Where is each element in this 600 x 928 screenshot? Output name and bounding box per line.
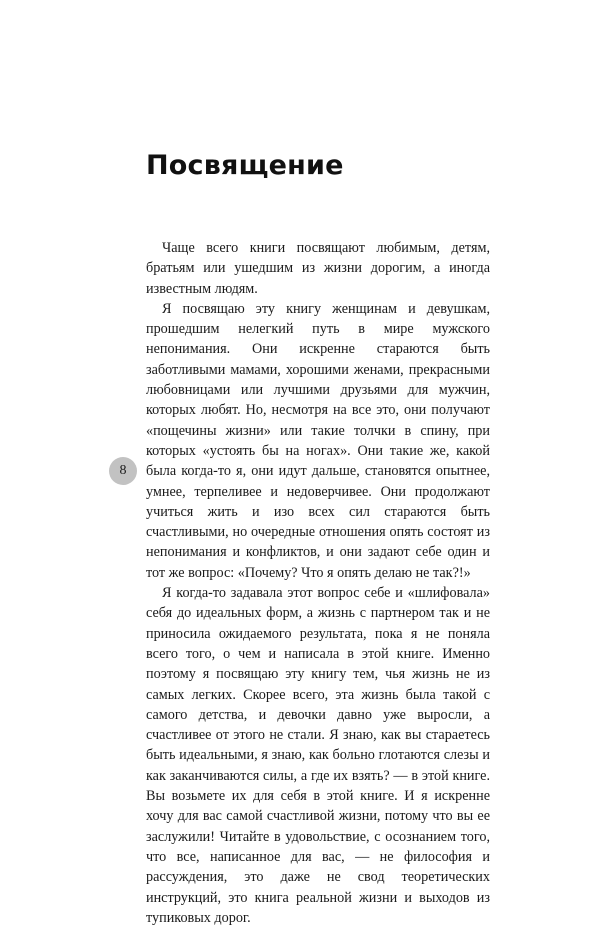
paragraph: Я когда-то задавала этот вопрос себе и «шлифовала» себя до идеальных форм, а жизнь с партнером так и не приносила ожидаемого результата, пока я не поняла всего того, о чем и написала в этой книге. Именно поэтому я посвящаю эту книгу тем, чья жизнь не из самых легких. Скорее всего, эта жизнь была такой с самого детства, и девочки давно уже выросли, а счастливее от этого не стали. Я знаю, как вы стараетесь быть идеальными, я знаю, как больно глотаются слезы и как заканчиваются силы, а где их взять? — в этой книге. Вы возьмете их для себя в этой книге. И я искренне хочу для вас самой счастливой жизни, потому что вы ее заслужили! Читайте в удовольствие, с осознанием того, что все, написанное для вас, — не философия и рассуждения, это даже не свод теоретических инструкций, это книга реальной жизни и выходов из тупиковых дорог. <box>146 585 490 926</box>
body-text <box>146 238 490 928</box>
page-number-badge: 8 <box>109 457 137 485</box>
paragraph: Я посвящаю эту книгу женщинам и девушкам, прошедшим нелегкий путь в мире мужского непонимания. Они искренне стараются быть заботливыми мамами, хорошими женами, прекрасными любовницами или лучшими друзьями для мужчин, которых любят. Но, несмотря на все это, они получают «пощечины жизни» или такие толчки в спину, при которых «устоять бы на ногах». Они такие же, какой была когда-то я, они идут дальше, становятся опытнее, умнее, терпеливее и недоверчивее. Они продолжают учиться жить и изо всех сил стараются быть счастливыми, но очередные отношения опять состоят из непонимания и конфликтов, и они задают себе один и тот же вопрос: «Почему? Что я опять делаю не так?!» <box>146 300 490 581</box>
page-title: Посвящение <box>146 150 344 181</box>
paragraph: Чаще всего книги посвящают любимым, детям, братьям или ушедшим из жизни дорогим, а иногда известным людям. <box>146 240 490 297</box>
